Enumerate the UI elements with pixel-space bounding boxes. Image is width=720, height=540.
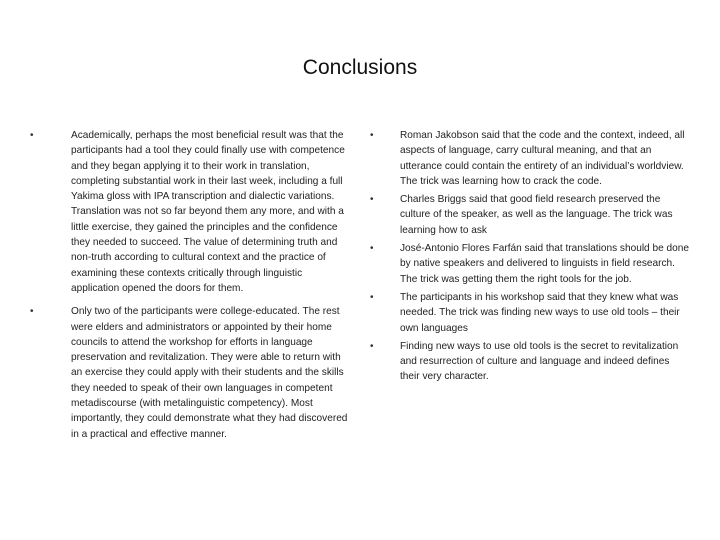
- bullet-text: Finding new ways to use old tools is the secret to revitalization and resurrection of culture and language and indeed defines their very character.: [400, 340, 679, 383]
- bullet-text: Charles Briggs said that good field research preserved the culture of the speaker, as well as the language. The trick was learning how to ask: [400, 194, 673, 236]
- bullet-icon: •: [370, 340, 374, 352]
- slide-title: Conclusions: [302, 56, 418, 79]
- bullet-icon: •: [370, 130, 374, 141]
- bullet-text: José-Antonio Flores Farfán said that translations should be done by native speakers and delivered to linguists in field research. The trick was getting them the right tools for the job.: [400, 243, 689, 285]
- bullet-text: The participants in his workshop said that they knew what was needed. The trick was finding new ways to use old tools – their own languages: [400, 291, 680, 334]
- bullet-text: Roman Jakobson said that the code and the context, indeed, all aspects of language, carry cultural meaning, and that an utterance could contain the entirety of an individual’s worldview. The trick was learning how to crack the code.: [400, 130, 685, 187]
- left-bullet-item: [30, 128, 350, 296]
- bullet-icon: •: [30, 306, 34, 318]
- bullet-icon: •: [370, 194, 374, 206]
- right-bullet-item: [370, 128, 690, 189]
- left-bullet-item: [30, 304, 350, 442]
- right-bullet-list: [370, 128, 690, 388]
- left-bullet-list: [30, 128, 350, 450]
- right-bullet-item: [370, 241, 690, 287]
- right-bullet-item: [370, 192, 690, 238]
- bullet-icon: •: [370, 291, 374, 303]
- bullet-icon: •: [30, 130, 34, 141]
- right-bullet-item: [370, 290, 690, 336]
- right-bullet-item: [370, 339, 690, 385]
- bullet-icon: •: [370, 243, 374, 255]
- bullet-text: Only two of the participants were college-educated. The rest were elders and administrators or appointed by their home councils to attend the workshop for efforts in language preservation and revitalization. They were able to return with an exercise they could apply with their students and the skills they needed to speak of their own languages in competent metadiscourse (with metalinguistic competency). Most importantly, they could demonstrate what they had discovered in a practical and effective manner.: [71, 306, 348, 440]
- bullet-text: Academically, perhaps the most beneficial result was that the participants had a tool they could finally use with competence and they began applying it to their work in translation, completing substantial work in their last week, including a full Yakima gloss with IPA transcription and dialectic variations. Translation was not so far beyond them any more, and with a little exercise, they gained the principles and the confidence they needed to succeed. The value of determining truth and non-truth according to cultural context and the practice of examining these contexts critically through linguistic application opened the doors for them.: [71, 130, 345, 294]
